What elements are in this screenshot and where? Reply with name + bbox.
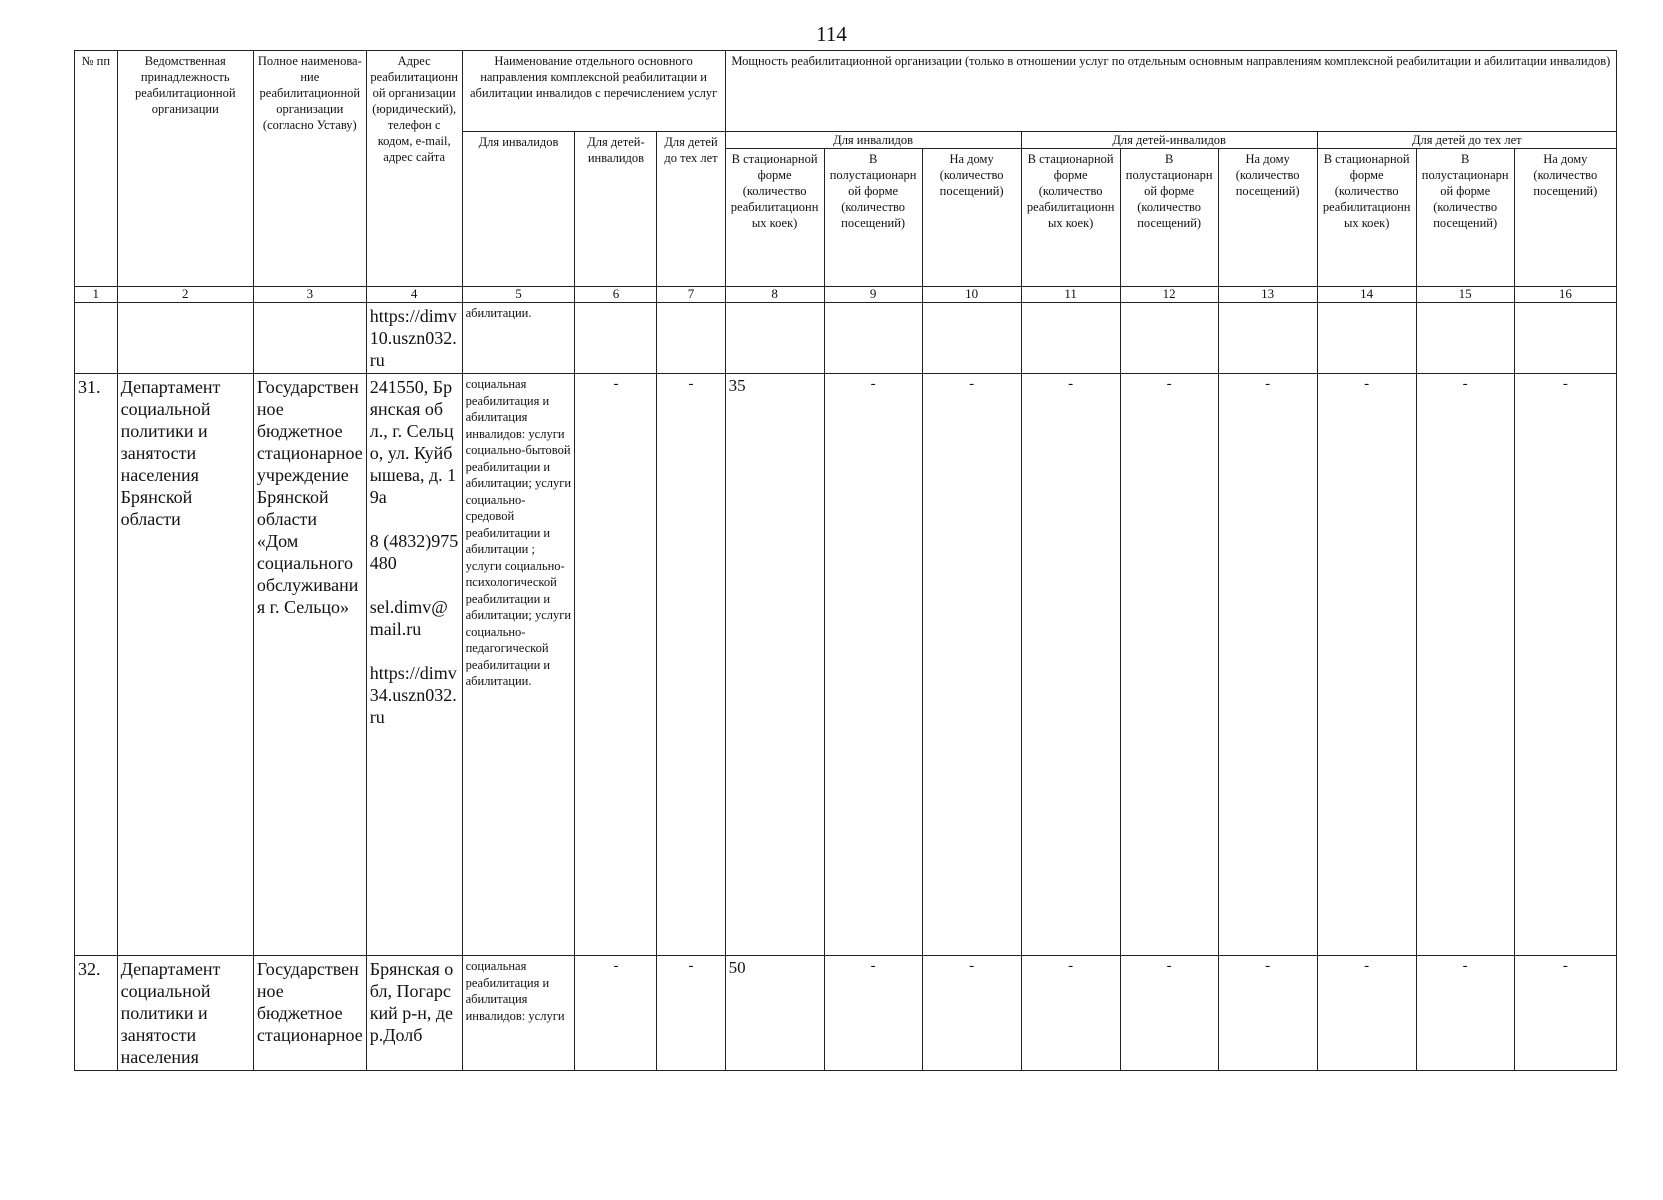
organization-name-cell: Государственное бюджетное стационарное учреждение Брянской области «Дом социального обслуживания г. Сельцо» bbox=[253, 374, 366, 956]
row-number: 32. bbox=[75, 956, 118, 1071]
value-cell: - bbox=[922, 956, 1021, 1071]
column-number-row bbox=[75, 287, 1617, 303]
header-stationary: В стационарной форме (количество реабилитационных коек) bbox=[725, 149, 824, 287]
header-for-disabled-children: Для детей-инвалидов bbox=[575, 132, 657, 287]
column-number: 15 bbox=[1416, 287, 1514, 303]
column-number: 7 bbox=[657, 287, 725, 303]
column-number: 5 bbox=[462, 287, 575, 303]
address-cell bbox=[366, 374, 462, 956]
address-text: 241550, Брянская обл., г. Сельцо, ул. Куйбышева, д. 19а bbox=[369, 377, 457, 507]
column-number: 12 bbox=[1120, 287, 1218, 303]
column-number: 14 bbox=[1317, 287, 1416, 303]
column-number: 4 bbox=[366, 287, 462, 303]
header-num: № пп bbox=[75, 51, 118, 287]
value-cell: - bbox=[922, 374, 1021, 956]
organization-name-cell: Государственное бюджетное стационарное bbox=[253, 956, 366, 1071]
column-number: 13 bbox=[1218, 287, 1317, 303]
column-number: 2 bbox=[117, 287, 253, 303]
value-cell: - bbox=[1218, 956, 1317, 1071]
column-number: 10 bbox=[922, 287, 1021, 303]
header-semistationary: В полустационарной форме (количество посещений) bbox=[1416, 149, 1514, 287]
header-for-disabled: Для инвалидов bbox=[462, 132, 575, 287]
value-cell: - bbox=[575, 374, 657, 956]
header-semistationary: В полустационарной форме (количество посещений) bbox=[1120, 149, 1218, 287]
value-cell: - bbox=[1416, 956, 1514, 1071]
header-department: Ведомственная принадлежность реабилитационной организации bbox=[117, 51, 253, 287]
header-group-disabled: Для инвалидов bbox=[725, 132, 1021, 149]
header-group-disabled-children: Для детей-инвалидов bbox=[1021, 132, 1317, 149]
value-cell: - bbox=[1021, 374, 1120, 956]
value-cell: - bbox=[1416, 374, 1514, 956]
value-cell: - bbox=[824, 956, 922, 1071]
department-cell: Департамент социальной политики и занятости населения Брянской области bbox=[117, 374, 253, 956]
value-cell: - bbox=[575, 956, 657, 1071]
column-number: 9 bbox=[824, 287, 922, 303]
table-row bbox=[75, 956, 1617, 1071]
column-number: 11 bbox=[1021, 287, 1120, 303]
header-stationary: В стационарной форме (количество реабилитационных коек) bbox=[1021, 149, 1120, 287]
table-row bbox=[75, 374, 1617, 956]
column-number: 8 bbox=[725, 287, 824, 303]
header-group-children-under3: Для детей до тех лет bbox=[1317, 132, 1616, 149]
row-number: 31. bbox=[75, 374, 118, 956]
department-cell: Департамент социальной политики и занятости населения bbox=[117, 956, 253, 1071]
header-stationary: В стационарной форме (количество реабилитационных коек) bbox=[1317, 149, 1416, 287]
value-cell: - bbox=[1514, 374, 1616, 956]
value-cell: - bbox=[657, 956, 725, 1071]
header-home: На дому (количество посещений) bbox=[1218, 149, 1317, 287]
rehabilitation-table bbox=[74, 50, 1617, 1071]
value-cell: - bbox=[1120, 374, 1218, 956]
header-capacity-group: Мощность реабилитационной организации (только в отношении услуг по отдельным основным направлениям комплексной реабилитации и абилитации инвалидов) bbox=[725, 51, 1616, 132]
site-link: https://dimv34.uszn032.ru bbox=[369, 663, 457, 727]
column-number: 3 bbox=[253, 287, 366, 303]
value-cell: - bbox=[1514, 956, 1616, 1071]
stationary-beds-value: 35 bbox=[725, 374, 824, 956]
email-text: sel.dimv@mail.ru bbox=[369, 597, 448, 639]
column-number: 1 bbox=[75, 287, 118, 303]
value-cell: - bbox=[1317, 374, 1416, 956]
value-cell: - bbox=[1218, 374, 1317, 956]
header-semistationary: В полустационарной форме (количество посещений) bbox=[824, 149, 922, 287]
header-org-name: Полное наименова-ние реабилитационной организации (согласно Уставу) bbox=[253, 51, 366, 287]
header-address: Адрес реабилитационной организации (юридический), телефон с кодом, e-mail, адрес сайта bbox=[366, 51, 462, 287]
services-cell: абилитации. bbox=[462, 303, 575, 374]
header-directions-group: Наименование отдельного основного направления комплексной реабилитации и абилитации инвалидов с перечислением услуг bbox=[462, 51, 725, 132]
services-cell: социальная реабилитация и абилитация инвалидов: услуги социально-бытовой реабилитации и абилитации; услуги социально-средовой реабилитации и абилитации ; услуги социально-психологической реабилитации и абилитации; услуги социально-педагогической реабилитации и абилитации. bbox=[462, 374, 575, 956]
phone-text: 8 (4832)975480 bbox=[369, 531, 459, 573]
header-home: На дому (количество посещений) bbox=[1514, 149, 1616, 287]
address-cell: Брянская обл, Погарский р-н, дер.Долб bbox=[366, 956, 462, 1071]
value-cell: - bbox=[657, 374, 725, 956]
page-number: 114 bbox=[816, 22, 847, 46]
header-for-children-under3: Для детей до тех лет bbox=[657, 132, 725, 287]
column-number: 6 bbox=[575, 287, 657, 303]
continuation-row bbox=[75, 303, 1617, 374]
column-number: 16 bbox=[1514, 287, 1616, 303]
header-home: На дому (количество посещений) bbox=[922, 149, 1021, 287]
services-cell: социальная реабилитация и абилитация инвалидов: услуги bbox=[462, 956, 575, 1071]
stationary-beds-value: 50 bbox=[725, 956, 824, 1071]
value-cell: - bbox=[1120, 956, 1218, 1071]
value-cell: - bbox=[1317, 956, 1416, 1071]
value-cell: - bbox=[1021, 956, 1120, 1071]
site-link: https://dimv10.uszn032.ru bbox=[366, 303, 462, 374]
value-cell: - bbox=[824, 374, 922, 956]
